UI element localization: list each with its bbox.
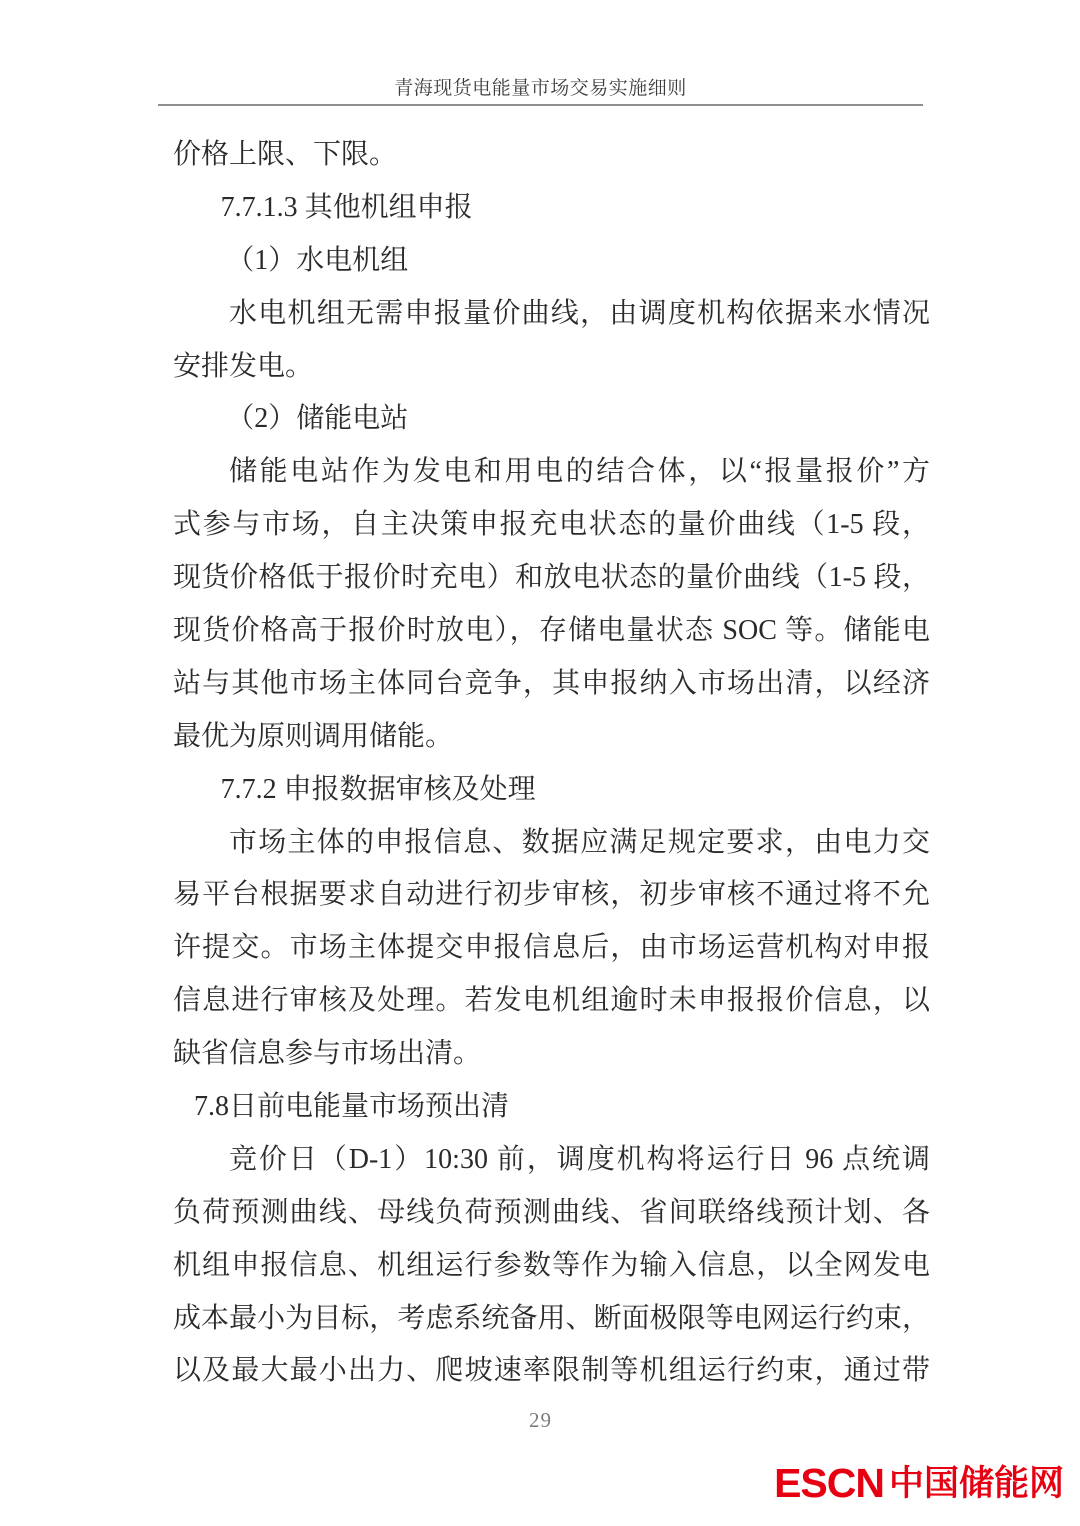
doc-heading-7713: 7.7.1.3 其他机组申报 [220, 191, 473, 223]
header-rule [158, 104, 923, 106]
doc-line: 以及最大最小出力、爬坡速率限制等机组运行约束，通过带 [173, 1355, 930, 1387]
doc-line: 市场主体的申报信息、数据应满足规定要求，由电力交 [229, 826, 930, 858]
document-body [173, 129, 930, 1398]
doc-list-item-1: （1）水电机组 [226, 244, 409, 276]
doc-line: 成本最小为目标，考虑系统备用、断面极限等电网运行约束， [173, 1302, 930, 1334]
doc-line: 竞价日（D-1）10:30 前，调度机构将运行日 96 点统调 [229, 1143, 930, 1175]
doc-line: 最优为原则调用储能。 [173, 720, 454, 752]
doc-line: 现货价格高于报价时放电），存储电量状态 SOC 等。储能电 [173, 615, 930, 647]
doc-line: 储能电站作为发电和用电的结合体，以“报量报价”方 [229, 456, 930, 488]
doc-line: 站与其他市场主体同台竞争，其申报纳入市场出清，以经济 [173, 667, 930, 699]
escn-logo-site-name: 中国储能网 [888, 1464, 1064, 1503]
escn-logo-latin: ESCN [774, 1460, 884, 1506]
doc-line: 易平台根据要求自动进行初步审核，初步审核不通过将不允 [173, 879, 930, 911]
doc-line: 许提交。市场主体提交申报信息后，由市场运营机构对申报 [173, 932, 930, 964]
doc-line: 信息进行审核及处理。若发电机组逾时未申报报价信息，以 [173, 985, 930, 1017]
doc-line: 现货价格低于报价时充电）和放电状态的量价曲线（1-5 段， [173, 562, 930, 594]
doc-line: 负荷预测曲线、母线负荷预测曲线、省间联络线预计划、各 [173, 1196, 930, 1228]
escn-logo [774, 1460, 1064, 1506]
doc-heading-772: 7.7.2 申报数据审核及处理 [220, 773, 536, 805]
doc-line: 缺省信息参与市场出清。 [173, 1038, 482, 1070]
doc-line: 机组申报信息、机组运行参数等作为输入信息，以全网发电 [173, 1249, 930, 1281]
doc-heading-78: 7.8日前电能量市场预出清 [194, 1091, 510, 1123]
page-number: 29 [529, 1408, 552, 1432]
doc-line: 安排发电。 [173, 350, 314, 382]
doc-line: 价格上限、下限。 [173, 139, 398, 170]
page-header-title: 青海现货电能量市场交易实施细则 [394, 78, 687, 99]
doc-line: 式参与市场，自主决策申报充电状态的量价曲线（1-5 段， [173, 509, 930, 541]
doc-list-item-2: （2）储能电站 [226, 403, 409, 435]
doc-line: 水电机组无需申报量价曲线，由调度机构依据来水情况 [229, 297, 930, 329]
